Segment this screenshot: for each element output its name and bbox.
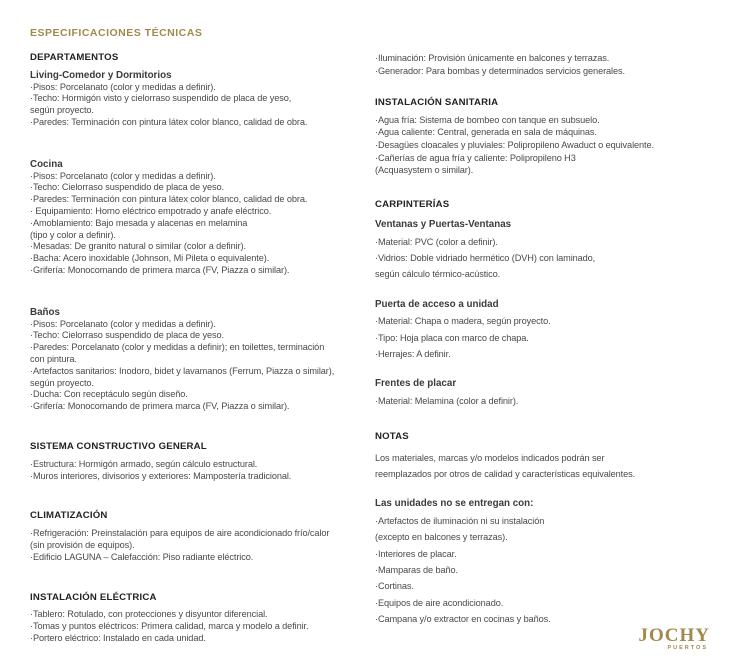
spec-line: (sin provisión de equipos). <box>30 539 135 550</box>
spec-line: ·Iluminación: Provisión únicamente en balcones y terrazas. <box>375 53 610 63</box>
spec-line: ·Amoblamiento: Bajo mesada y alacenas en melamina <box>30 217 248 228</box>
spec-line: ·Agua caliente: Central, generada en sala de máquinas. <box>375 127 597 138</box>
spec-line: ·Grifería: Monocomando de primera marca (FV, Piazza o similar). <box>30 264 290 275</box>
spec-group-banos <box>30 307 375 413</box>
spec-line: (tipo y color a definir). <box>30 229 116 240</box>
group-subheading: Ventanas y Puertas-Ventanas <box>375 219 512 231</box>
spec-group-puerta-de-acceso-a-unidad <box>375 297 715 363</box>
spec-group <box>30 528 375 563</box>
spec-line: ·Campana y/o extractor en cocinas y baños. <box>375 614 551 625</box>
left-column <box>30 52 375 645</box>
spec-line: ·Paredes: Terminación con pintura látex color blanco, calidad de obra. <box>30 116 308 127</box>
section-notas <box>375 429 715 627</box>
spec-group-frentes-de-placar <box>375 376 715 409</box>
spec-group-ventanas-y-puertas-ventanas <box>375 217 715 283</box>
spec-line: Los materiales, marcas y/o modelos indicados podrán ser <box>375 452 605 463</box>
section-instalacion-electrica <box>30 592 375 645</box>
section-heading: INSTALACIÓN ELÉCTRICA <box>30 591 157 603</box>
jochy-logo <box>639 627 711 652</box>
spec-line: ·Estructura: Hormigón armado, según cálculo estructural. <box>30 458 258 469</box>
spec-line: ·Portero eléctrico: Instalado en cada unidad. <box>30 632 206 643</box>
spec-group-las-unidades-no-se-entregan-con <box>375 496 715 627</box>
spec-group <box>30 459 375 483</box>
spec-line: ·Generador: Para bombas y determinados servicios generales. <box>375 65 625 76</box>
spec-line: (Acquasystem o similar). <box>375 165 474 176</box>
spec-line: ·Techo: Cielorraso suspendido de placa de yeso. <box>30 182 224 193</box>
spec-line: ·Grifería: Monocomando de primera marca (FV, Piazza o similar). <box>30 401 290 412</box>
spec-line: ·Refrigeración: Preinstalación para equipos de aire acondicionado frío/calor <box>30 528 330 539</box>
spec-line: según proyecto. <box>30 105 94 116</box>
spec-line: ·Pisos: Porcelanato (color y medidas a definir). <box>30 81 216 92</box>
spec-line: (excepto en balcones y terrazas). <box>375 532 508 543</box>
spec-line: ·Interiores de placar. <box>375 548 457 559</box>
spec-line: ·Equipos de aire acondicionado. <box>375 597 504 608</box>
spec-line: ·Artefactos sanitarios: Inodoro, bidet y lavamanos (Ferrum, Piazza o similar), <box>30 365 335 376</box>
section-heading: NOTAS <box>375 431 409 443</box>
spec-line: ·Material: PVC (color a definir). <box>375 236 498 247</box>
spec-line: ·Cortinas. <box>375 581 414 592</box>
right-column <box>375 52 715 628</box>
spec-line: ·Desagües cloacales y pluviales: Polipropileno Awaduct o equivalente. <box>375 139 654 150</box>
spec-line: ·Tipo: Hoja placa con marco de chapa. <box>375 332 529 343</box>
spec-line: según proyecto. <box>30 377 94 388</box>
group-subheading: Las unidades no se entregan con: <box>375 498 534 510</box>
section-heading: CLIMATIZACIÓN <box>30 510 108 522</box>
section-heading: DEPARTAMENTOS <box>30 52 119 63</box>
spec-line: ·Material: Chapa o madera, según proyecto. <box>375 316 551 327</box>
section-instalacion-sanitaria <box>375 97 715 177</box>
spec-line: ·Muros interiores, divisorios y exteriores: Mampostería tradicional. <box>30 470 292 481</box>
spec-line: ·Agua fría: Sistema de bombeo con tanque en subsuelo. <box>375 114 600 125</box>
spec-group <box>30 609 375 644</box>
group-subheading: Frentes de placar <box>375 378 457 390</box>
spec-group <box>375 114 715 177</box>
spec-line: ·Vidrios: Doble vidriado hermético (DVH) con laminado, <box>375 252 596 263</box>
spec-line: ·Pisos: Porcelanato (color y medidas a definir). <box>30 170 216 181</box>
spec-line: ·Artefactos de iluminación ni su instalación <box>375 515 545 526</box>
spec-line: con pintura. <box>30 353 77 364</box>
section-heading: SISTEMA CONSTRUCTIVO GENERAL <box>30 440 207 452</box>
group-subheading: Puerta de acceso a unidad <box>375 298 499 310</box>
spec-line: ·Ducha: Con receptáculo según diseño. <box>30 389 188 400</box>
spec-line: ·Tomas y puntos eléctricos: Primera calidad, marca y modelo a definir. <box>30 621 309 632</box>
group-subheading: Cocina <box>30 158 63 170</box>
spec-line: ·Tablero: Rotulado, con protecciones y disyuntor diferencial. <box>30 609 268 620</box>
logo-brand-text: JOCHY <box>638 625 710 646</box>
spec-line: ·Mamparas de baño. <box>375 565 458 576</box>
spec-group <box>375 52 715 77</box>
spec-line: ·Techo: Cielorraso suspendido de placa de yeso. <box>30 330 224 341</box>
spec-line: según cálculo térmico-acústico. <box>375 269 501 280</box>
spec-line: ·Mesadas: De granito natural o similar (color a definir). <box>30 241 246 252</box>
spec-line: ·Cañerías de agua fría y caliente: Polipropileno H3 <box>375 152 576 163</box>
spec-group <box>375 450 715 483</box>
section-climatizacion <box>30 510 375 563</box>
spec-line: ·Pisos: Porcelanato (color y medidas a definir). <box>30 318 216 329</box>
section-departamentos <box>30 52 375 413</box>
section-continued <box>375 52 715 77</box>
spec-group-cocina <box>30 159 375 277</box>
spec-line: ·Material: Melamina (color a definir). <box>375 395 519 406</box>
spec-line: · Equipamiento: Horno eléctrico empotrado y anafe eléctrico. <box>30 205 272 216</box>
logo-tagline-text: PUERTOS <box>667 645 708 651</box>
page-title: ESPECIFICACIONES TÉCNICAS <box>30 27 203 39</box>
spec-line: ·Bacha: Acero inoxidable (Johnson, Mi Pileta o equivalente). <box>30 253 270 264</box>
two-column-body <box>30 52 735 645</box>
spec-line: ·Edificio LAGUNA – Calefacción: Piso radiante eléctrico. <box>30 551 254 562</box>
spec-line: ·Paredes: Terminación con pintura látex color blanco, calidad de obra. <box>30 194 308 205</box>
spec-group-living-comedor-y-dormitorios <box>30 70 375 129</box>
spec-line: ·Paredes: Porcelanato (color y medidas a definir); en toilettes, terminación <box>30 342 325 353</box>
group-subheading: Living-Comedor y Dormitorios <box>30 69 172 81</box>
spec-line: reemplazados por otros de calidad y características equivalentes. <box>375 469 636 480</box>
section-carpinterias <box>375 197 715 409</box>
spec-line: ·Herrajes: A definir. <box>375 349 451 359</box>
group-subheading: Baños <box>30 306 60 318</box>
section-heading: INSTALACIÓN SANITARIA <box>375 97 499 109</box>
section-heading: CARPINTERÍAS <box>375 198 450 210</box>
spec-line: ·Techo: Hormigón visto y cielorraso suspendido de placa de yeso, <box>30 93 292 104</box>
section-sistema-constructivo-general <box>30 441 375 482</box>
